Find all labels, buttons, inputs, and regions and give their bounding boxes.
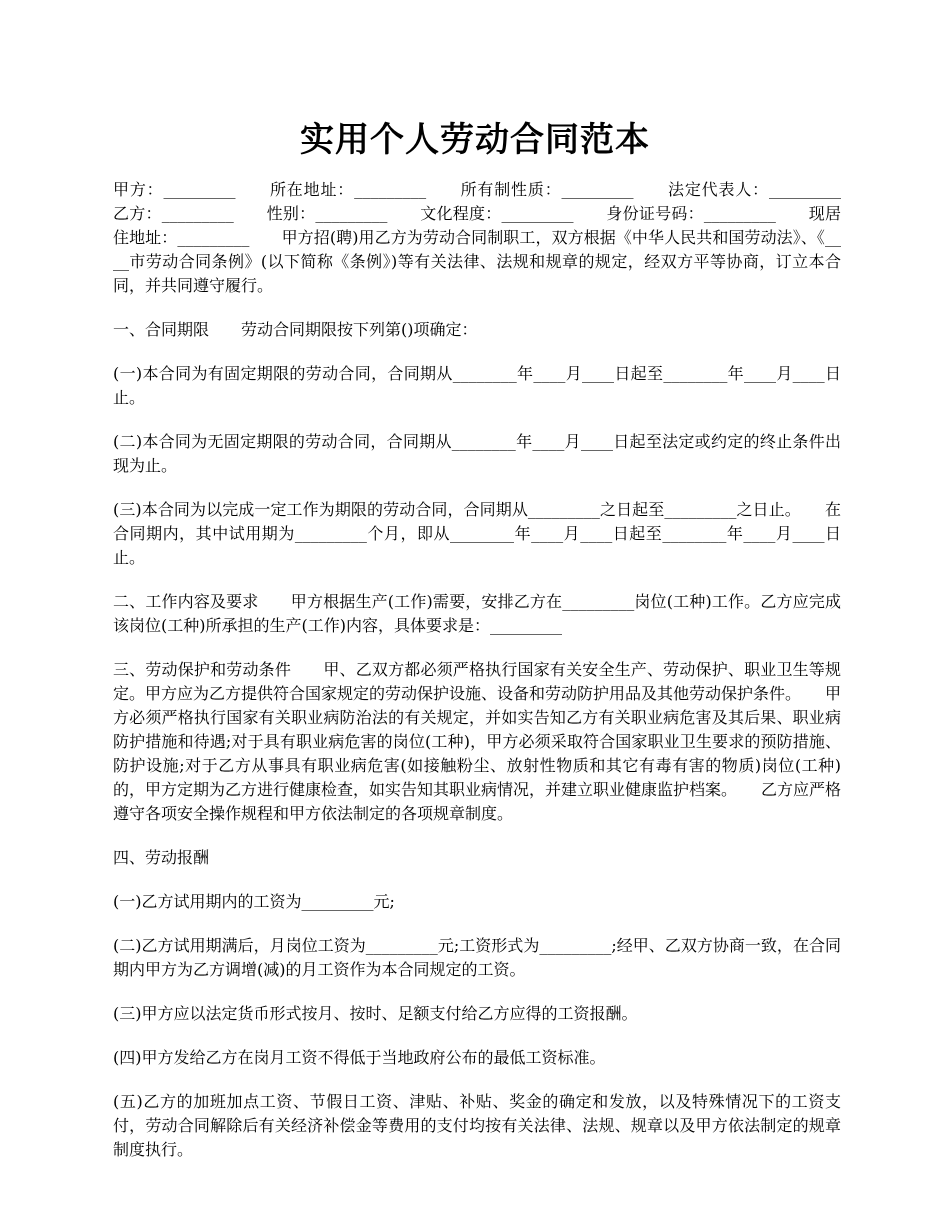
labor-protection-section: 三、劳动保护和劳动条件 甲、乙双方都必须严格执行国家有关安全生产、劳动保护、职业卫生等规定。甲方应为乙方提供符合国家规定的劳动保护设施、设备和劳动防护用品及其他劳动保护条件。 甲方必须严格执行国家有关职业病防治法的有关规定，并如实告知乙方有关职业病危害及其后果、职业病防护措施和待遇;对于具有职业病危害的岗位(工种)，甲方必须采取符合国家职业卫生要求的预防措施、防护设施;对于乙方从事具有职业病危害(如接触粉尘、放射性物质和其它有毒有害的物质)岗位(工种)的，甲方定期为乙方进行健康检查，如实告知其职业病情况，并建立职业健康监护档案。 乙方应严格遵守各项安全操作规程和甲方依法制定的各项规章制度。 bbox=[113, 660, 842, 823]
minimum-wage-clause: (四)甲方发给乙方在岗月工资不得低于当地政府公布的最低工资标准。 bbox=[113, 1048, 606, 1067]
contract-term-heading: 一、合同期限 劳动合同期限按下列第()项确定： bbox=[113, 320, 478, 339]
post-probation-wage-clause: (二)乙方试用期满后，月岗位工资为_________元;工资形式为_________;经甲、乙双方协商一致，在合同期内甲方为乙方调增(减)的月工资作为本合同规定的工资。 bbox=[113, 936, 841, 979]
remuneration-heading: 四、劳动报酬 bbox=[113, 848, 210, 867]
work-content-section: 二、工作内容及要求 甲方根据生产(工作)需要，安排乙方在_________岗位(工种)工作。乙方应完成该岗位(工种)所承担的生产(工作)内容，具体要求是：_________ bbox=[113, 592, 841, 635]
parties-info-paragraph: 甲方：_________ 所在地址：_________ 所有制性质：_________ 法定代表人：_________ 乙方：_________ 性别：_________ 文化程度：_________ 身份证号码：_________ 现居住地址：_________ 甲方招(聘)用乙方为劳动合同制职工，双方根据《中华人民共和国劳动法》、《____市劳动合同条例》(以下简称《条例》)等有关法律、法规和规章的规定，经双方平等协商，订立本合同，并共同遵守履行。 bbox=[113, 180, 874, 295]
overtime-allowance-clause: (五)乙方的加班加点工资、节假日工资、津贴、补贴、奖金的确定和发放，以及特殊情况下的工资支付，劳动合同解除后有关经济补偿金等费用的支付均按有关法律、法规、规章以及甲方依法制定的规章制度执行。 bbox=[113, 1092, 841, 1159]
open-term-clause: (二)本合同为无固定期限的劳动合同，合同期从________年____月____日起至法定或约定的终止条件出现为止。 bbox=[113, 432, 841, 475]
document-body bbox=[113, 178, 874, 1182]
document-title: 实用个人劳动合同范本 bbox=[300, 120, 650, 160]
fixed-term-clause: (一)本合同为有固定期限的劳动合同，合同期从________年____月____日起至________年____月____日止。 bbox=[113, 364, 841, 407]
probation-wage-clause: (一)乙方试用期内的工资为_________元; bbox=[113, 892, 395, 911]
task-term-clause: (三)本合同为以完成一定工作为期限的劳动合同，合同期从_________之日起至_________之日止。 在合同期内，其中试用期为_________个月，即从________年____月____日起至________年____月____日止。 bbox=[113, 500, 841, 567]
payment-method-clause: (三)甲方应以法定货币形式按月、按时、足额支付给乙方应得的工资报酬。 bbox=[113, 1004, 638, 1023]
